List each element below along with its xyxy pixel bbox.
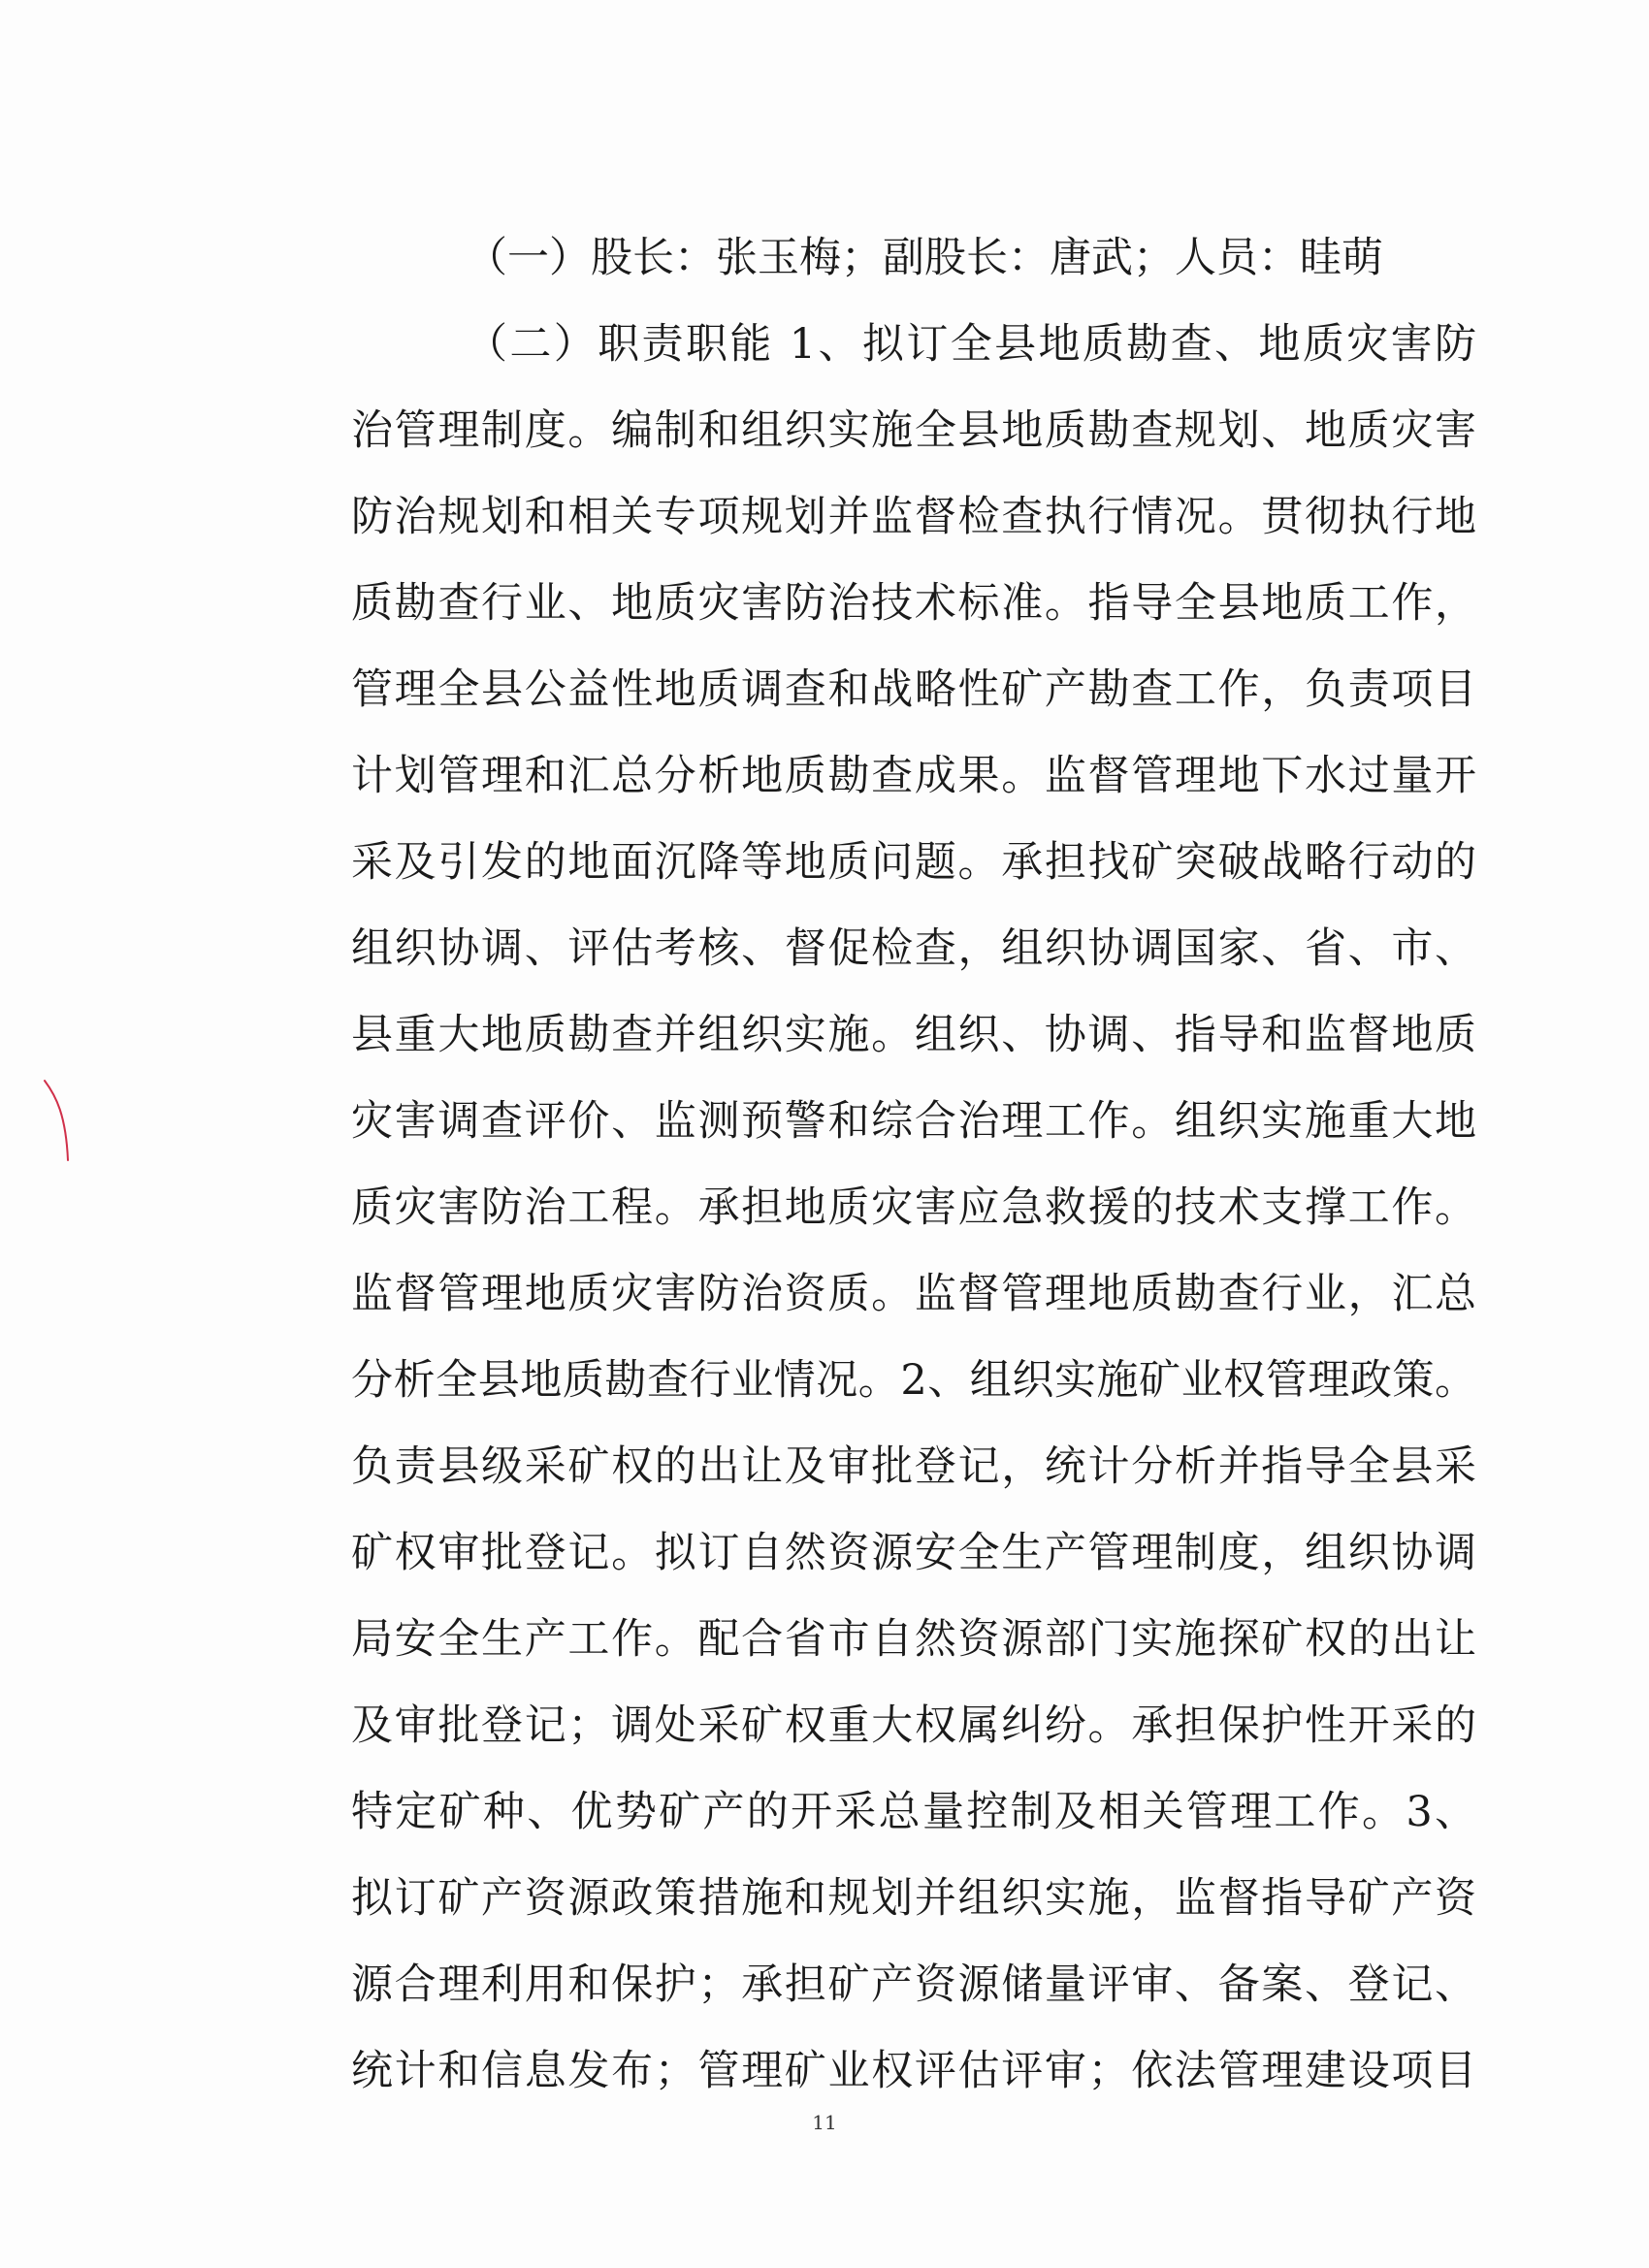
- text-line: 及审批登记；调处采矿权重大权属纠纷。承担保护性开采的: [351, 1701, 1476, 1750]
- text-line: 分析全县地质勘查行业情况。2、组织实施矿业权管理政策。: [351, 1356, 1476, 1405]
- text-line: 局安全生产工作。配合省市自然资源部门实施探矿权的出让: [351, 1615, 1476, 1664]
- text-line: 计划管理和汇总分析地质勘查成果。监督管理地下水过量开: [351, 752, 1476, 800]
- text-line: 拟订矿产资源政策措施和规划并组织实施，监督指导矿产资: [351, 1874, 1476, 1923]
- staff-line: （一）股长：张玉梅；副股长：唐武；人员：眭萌: [466, 234, 1383, 282]
- text-line: 采及引发的地面沉降等地质问题。承担找矿突破战略行动的: [351, 838, 1476, 887]
- text-line: 防治规划和相关专项规划并监督检查执行情况。贯彻执行地: [351, 493, 1476, 541]
- duties-heading-line: （二）职责职能 1、拟订全县地质勘查、地质灾害防: [466, 320, 1476, 369]
- text-line: 源合理利用和保护；承担矿产资源储量评审、备案、登记、: [351, 1960, 1476, 2009]
- page-number: 11: [812, 2111, 837, 2134]
- text-line: 质灾害防治工程。承担地质灾害应急救援的技术支撑工作。: [351, 1183, 1476, 1232]
- text-line: 统计和信息发布；管理矿业权评估评审；依法管理建设项目: [351, 2047, 1476, 2095]
- text-line: 监督管理地质灾害防治资质。监督管理地质勘查行业，汇总: [351, 1270, 1476, 1318]
- text-line: 负责县级采矿权的出让及审批登记，统计分析并指导全县采: [351, 1442, 1476, 1491]
- text-line: 组织协调、评估考核、督促检查，组织协调国家、省、市、: [351, 924, 1476, 973]
- text-line: 治管理制度。编制和组织实施全县地质勘查规划、地质灾害: [351, 406, 1476, 455]
- text-line: 灾害调查评价、监测预警和综合治理工作。组织实施重大地: [351, 1097, 1476, 1146]
- text-line: 管理全县公益性地质调查和战略性矿产勘查工作，负责项目: [351, 665, 1476, 714]
- pen-mark: [39, 1077, 78, 1164]
- text-line: 特定矿种、优势矿产的开采总量控制及相关管理工作。3、: [351, 1788, 1476, 1836]
- body-text: [351, 215, 1476, 2115]
- text-line: 矿权审批登记。拟订自然资源安全生产管理制度，组织协调: [351, 1529, 1476, 1577]
- text-line: 县重大地质勘查并组织实施。组织、协调、指导和监督地质: [351, 1011, 1476, 1059]
- text-line: 质勘查行业、地质灾害防治技术标准。指导全县地质工作，: [351, 579, 1476, 628]
